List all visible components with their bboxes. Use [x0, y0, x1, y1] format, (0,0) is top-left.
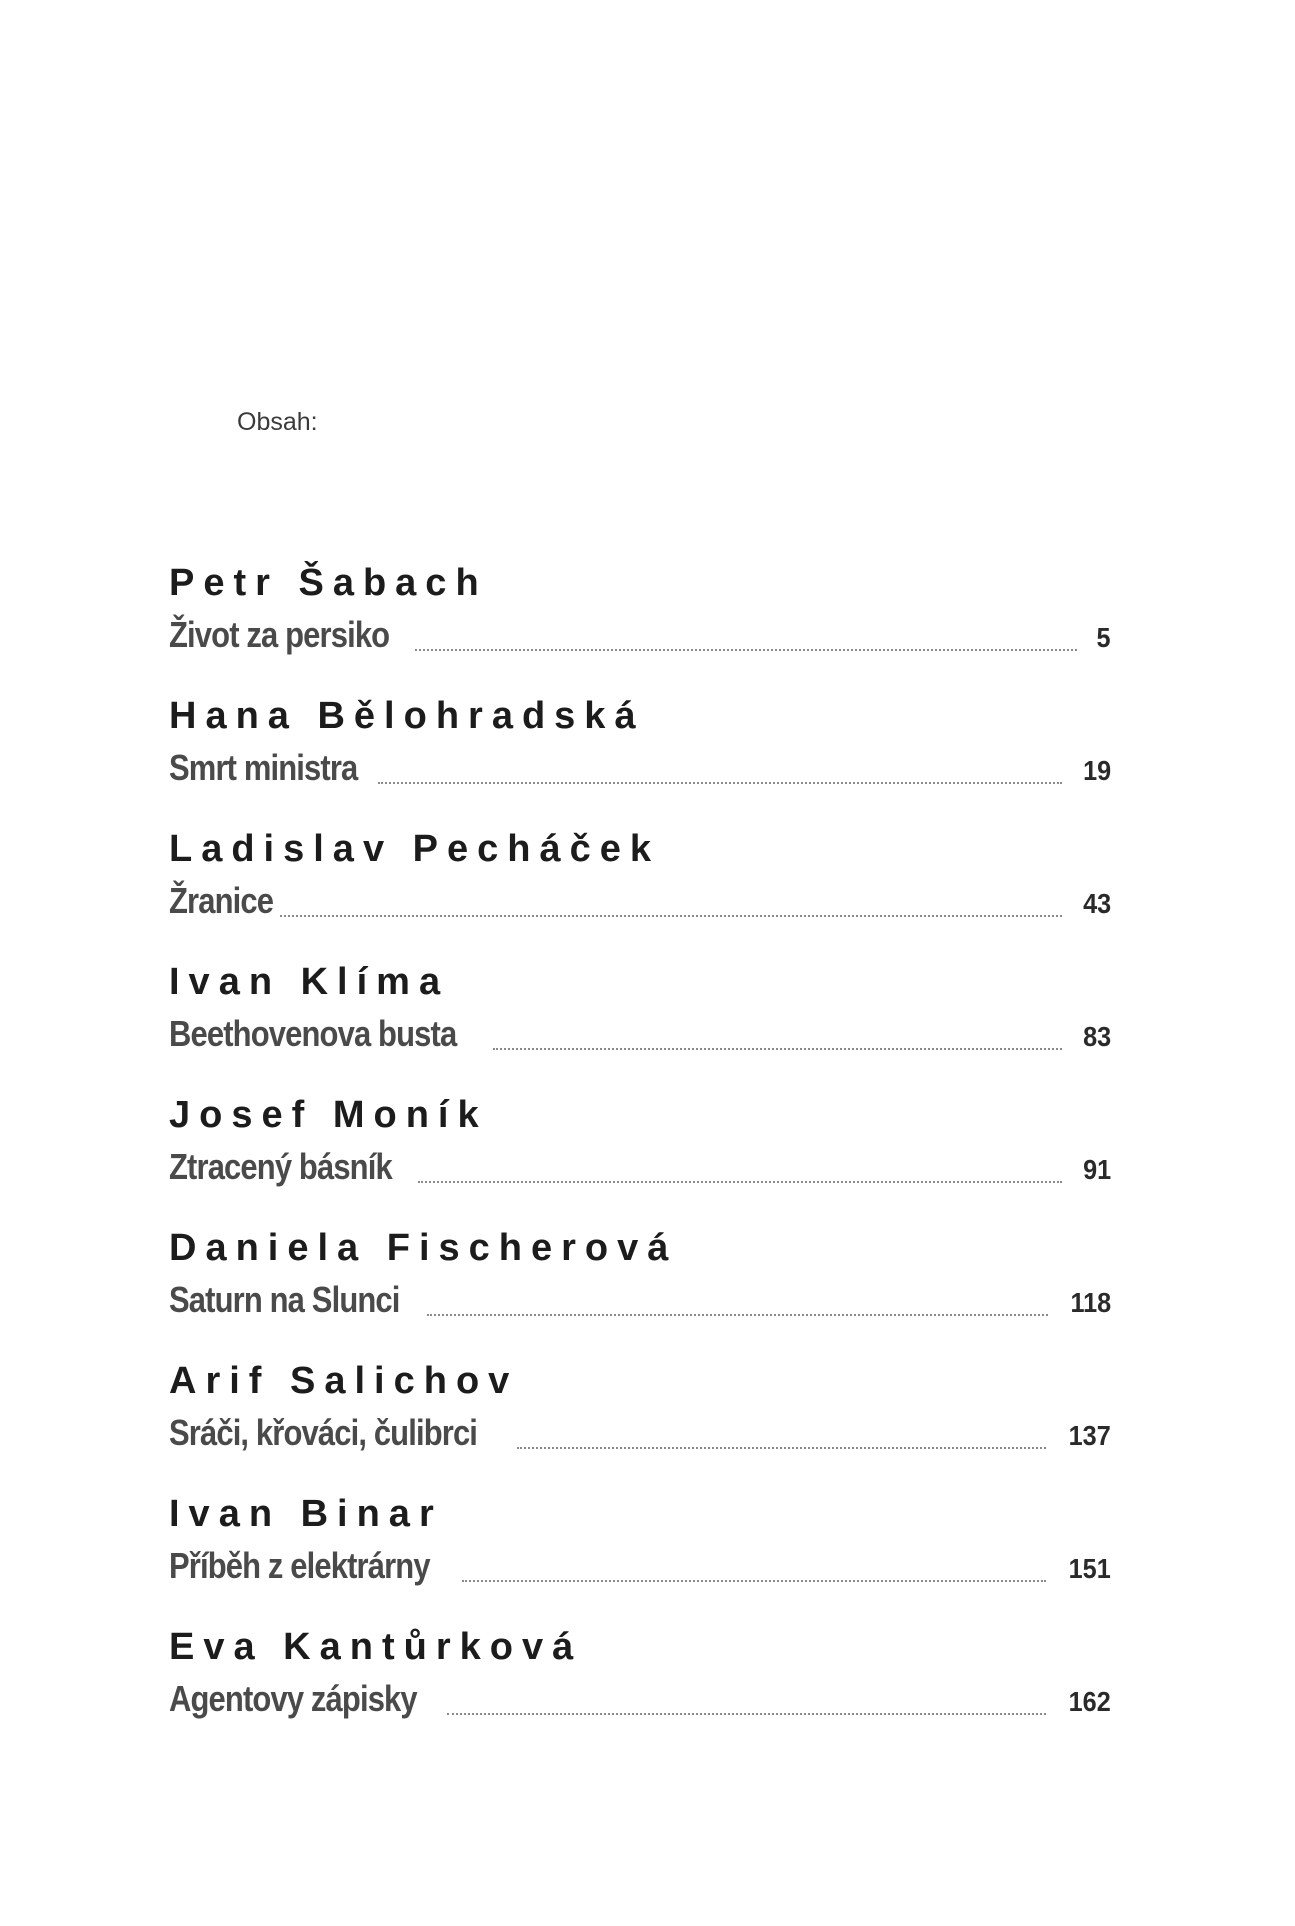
- dot-leader: [378, 782, 1062, 784]
- entry-author: Arif Salichov: [169, 1360, 519, 1402]
- entry-author: Ivan Klíma: [169, 961, 450, 1003]
- table-of-contents: [169, 560, 1111, 1757]
- entry-title-line: [169, 1144, 1111, 1193]
- entry-author: Eva Kantůrková: [169, 1626, 583, 1668]
- entry-title-line: [169, 745, 1111, 794]
- entry-page-number: 151: [1068, 1553, 1111, 1584]
- entry-title-line: [169, 1543, 1111, 1592]
- entry-author: Daniela Fischerová: [169, 1227, 678, 1269]
- dot-leader: [280, 915, 1062, 917]
- entry-title: Saturn na Slunci: [169, 1279, 400, 1320]
- toc-entry[interactable]: [169, 959, 1111, 1092]
- entry-page-number: 5: [1096, 622, 1111, 653]
- toc-entry[interactable]: [169, 1491, 1111, 1624]
- entry-title-line: [169, 1011, 1111, 1060]
- entry-title: Agentovy zápisky: [169, 1678, 417, 1719]
- entry-title-line: [169, 1676, 1111, 1725]
- entry-page-number: 162: [1068, 1686, 1111, 1717]
- toc-entry[interactable]: [169, 1225, 1111, 1358]
- entry-title: Příběh z elektrárny: [169, 1545, 430, 1586]
- entry-title-line: [169, 612, 1111, 661]
- entry-title-line: [169, 1277, 1111, 1326]
- toc-entry[interactable]: [169, 1624, 1111, 1757]
- entry-title: Smrt ministra: [169, 747, 358, 788]
- toc-entry[interactable]: [169, 1092, 1111, 1225]
- dot-leader: [427, 1314, 1048, 1316]
- entry-title: Sráči, křováci, čulibrci: [169, 1412, 478, 1453]
- entry-title: Život za persiko: [169, 614, 390, 655]
- entry-author: Josef Moník: [169, 1094, 488, 1136]
- toc-entry[interactable]: [169, 560, 1111, 693]
- entry-author: Hana Bělohradská: [169, 695, 645, 737]
- dot-leader: [418, 1181, 1062, 1183]
- dot-leader: [517, 1447, 1046, 1449]
- entry-page-number: 91: [1082, 1154, 1111, 1185]
- entry-title-line: [169, 1410, 1111, 1459]
- toc-entry[interactable]: [169, 1358, 1111, 1491]
- entry-page-number: 137: [1068, 1420, 1111, 1451]
- entry-author: Ivan Binar: [169, 1493, 443, 1535]
- dot-leader: [462, 1580, 1046, 1582]
- entry-title: Ztracený básník: [169, 1146, 392, 1187]
- dot-leader: [447, 1713, 1046, 1715]
- entry-page-number: 19: [1082, 755, 1111, 786]
- entry-author: Petr Šabach: [169, 562, 488, 604]
- entry-title: Žranice: [169, 880, 274, 921]
- contents-heading: Obsah:: [237, 408, 318, 436]
- entry-author: Ladislav Pecháček: [169, 828, 660, 870]
- dot-leader: [415, 649, 1077, 651]
- entry-page-number: 43: [1082, 888, 1111, 919]
- entry-title: Beethovenova busta: [169, 1013, 457, 1054]
- entry-page-number: 118: [1070, 1287, 1111, 1318]
- entry-page-number: 83: [1082, 1021, 1111, 1052]
- entry-title-line: [169, 878, 1111, 927]
- toc-entry[interactable]: [169, 826, 1111, 959]
- dot-leader: [493, 1048, 1062, 1050]
- toc-entry[interactable]: [169, 693, 1111, 826]
